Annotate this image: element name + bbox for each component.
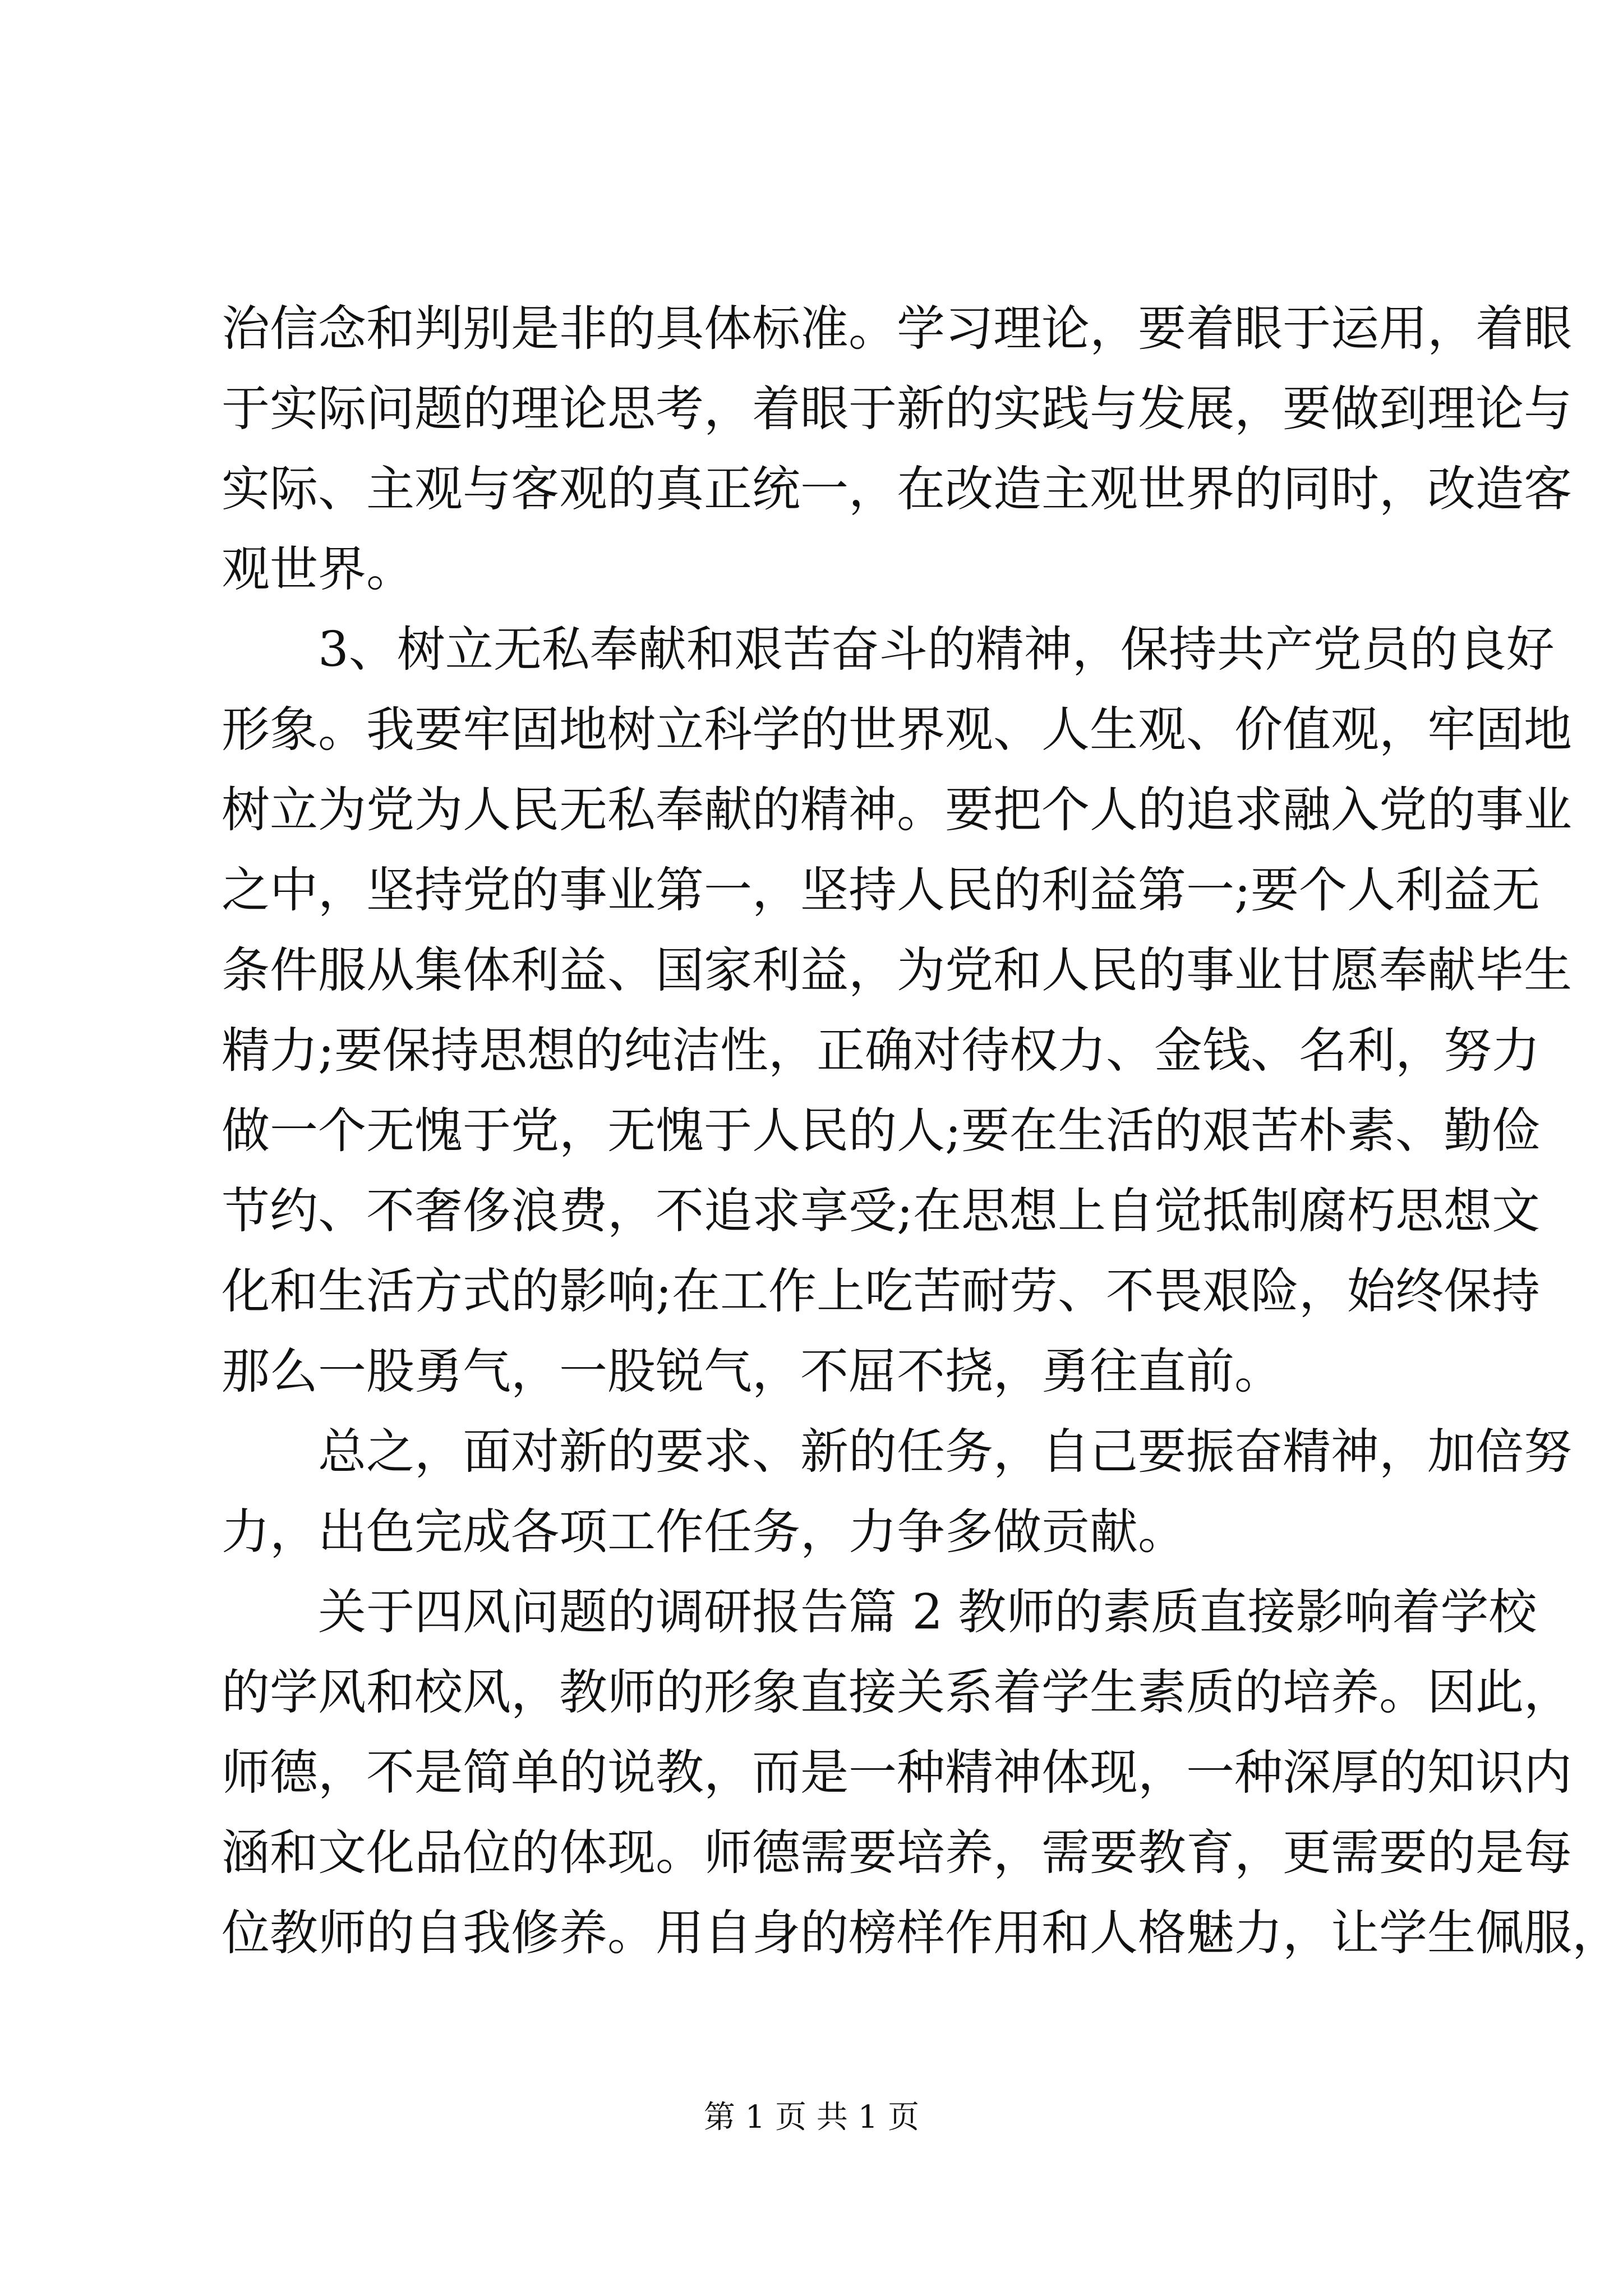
text-line: 师德，不是简单的说教，而是一种精神体现，一种深厚的知识内	[222, 1745, 1572, 1801]
text-line: 的学风和校风，教师的形象直接关系着学生素质的培养。因此，	[222, 1664, 1572, 1720]
text-line: 那么一股勇气，一股锐气，不屈不挠，勇往直前。	[222, 1343, 1283, 1400]
text-line: 位教师的自我修养。用自身的榜样作用和人格魅力，让学生佩服，	[222, 1905, 1620, 1961]
text-line: 观世界。	[222, 541, 414, 597]
text-line: 实际、主观与客观的真正统一，在改造主观世界的同时，改造客	[222, 461, 1572, 517]
text-line: 之中，坚持党的事业第一，坚持人民的利益第一;要个人利益无	[222, 862, 1540, 918]
text-line: 关于四风问题的调研报告篇 2 教师的素质直接影响着学校	[318, 1584, 1537, 1640]
text-line: 总之，面对新的要求、新的任务，自己要振奋精神，加倍努	[318, 1424, 1572, 1480]
text-line: 于实际问题的理论思考，着眼于新的实践与发展，要做到理论与	[222, 381, 1572, 437]
text-line: 精力;要保持思想的纯洁性，正确对待权力、金钱、名利，努力	[222, 1023, 1540, 1079]
text-line: 做一个无愧于党，无愧于人民的人;要在生活的艰苦朴素、勤俭	[222, 1103, 1540, 1159]
text-line: 治信念和判别是非的具体标准。学习理论，要着眼于运用，着眼	[222, 301, 1572, 357]
text-line: 涵和文化品位的体现。师德需要培养，需要教育，更需要的是每	[222, 1825, 1572, 1881]
text-line: 条件服从集体利益、国家利益，为党和人民的事业甘愿奉献毕生	[222, 942, 1572, 999]
page-footer: 第 1 页 共 1 页	[703, 2099, 920, 2136]
text-line: 树立为党为人民无私奉献的精神。要把个人的追求融入党的事业	[222, 782, 1572, 838]
text-line: 节约、不奢侈浪费，不追求享受;在思想上自觉抵制腐朽思想文	[222, 1183, 1540, 1239]
text-line: 化和生活方式的影响;在工作上吃苦耐劳、不畏艰险，始终保持	[222, 1263, 1540, 1319]
text-line: 形象。我要牢固地树立科学的世界观、人生观、价值观，牢固地	[222, 702, 1572, 758]
text-line: 力，出色完成各项工作任务，力争多做贡献。	[222, 1504, 1186, 1560]
text-line: 3、树立无私奉献和艰苦奋斗的精神，保持共产党员的良好	[318, 622, 1555, 678]
document-body	[222, 289, 1620, 1973]
